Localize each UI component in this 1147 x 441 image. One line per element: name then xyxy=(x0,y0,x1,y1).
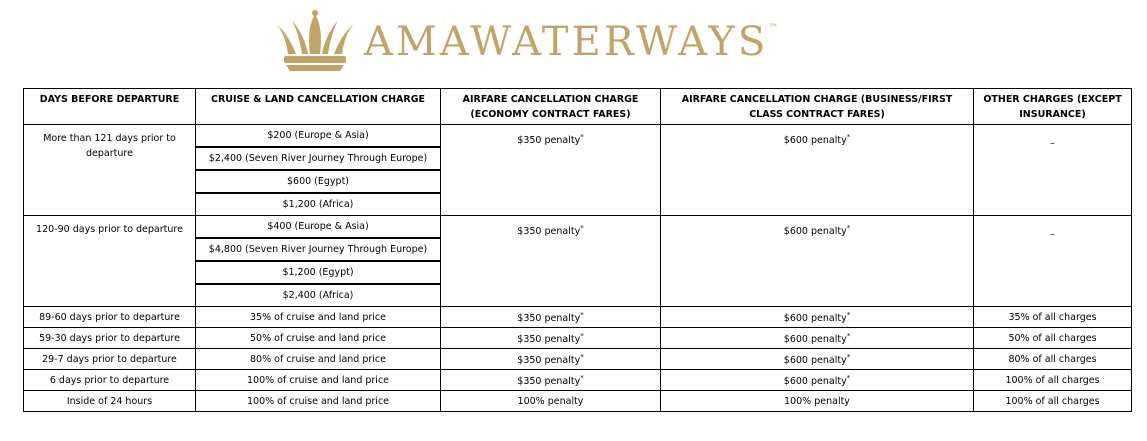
business-charge-cell: 100% penalty xyxy=(661,391,974,412)
days-cell: Inside of 24 hours xyxy=(24,391,196,412)
cruise-charge-cell: $1,200 (Egypt) xyxy=(196,261,441,284)
other-charge-value: – xyxy=(1050,138,1055,149)
table-header-row xyxy=(24,89,1132,125)
footnote-asterisk: * xyxy=(580,311,584,320)
footnote-asterisk: * xyxy=(580,374,584,383)
other-charge-cell xyxy=(974,125,1132,216)
economy-charge-cell: $350 penalty* xyxy=(441,328,661,349)
days-cell: 6 days prior to departure xyxy=(24,370,196,391)
footnote-asterisk: * xyxy=(580,332,584,341)
footnote-asterisk: * xyxy=(846,224,851,232)
business-charge-cell: $600 penalty* xyxy=(661,307,974,328)
footnote-asterisk: * xyxy=(846,133,851,141)
business-charge-cell: $600 penalty* xyxy=(661,216,974,307)
economy-charge-cell: $350 penalty* xyxy=(441,307,661,328)
header-days-before-departure: DAYS BEFORE DEPARTURE xyxy=(24,89,196,125)
table-row xyxy=(24,125,1132,148)
table-row xyxy=(24,328,1132,349)
cruise-charge-cell: 35% of cruise and land price xyxy=(196,307,441,328)
footnote-asterisk: * xyxy=(846,311,851,320)
other-charge-cell: 80% of all charges xyxy=(974,349,1132,370)
business-charge-cell: $600 penalty* xyxy=(661,328,974,349)
logo-wordmark: AMAWATERWAYS™ xyxy=(364,19,779,65)
table-row xyxy=(24,216,1132,239)
days-cell: 120-90 days prior to departure xyxy=(24,216,196,307)
cruise-charge-cell: $2,400 (Africa) xyxy=(196,284,441,307)
other-charge-cell: 100% of all charges xyxy=(974,391,1132,412)
days-cell: 89-60 days prior to departure xyxy=(24,307,196,328)
other-charge-cell xyxy=(974,216,1132,307)
cancellation-charges-table xyxy=(23,88,1132,412)
footnote-asterisk: * xyxy=(846,332,851,341)
table-row xyxy=(24,349,1132,370)
table-row xyxy=(24,307,1132,328)
table-row xyxy=(24,370,1132,391)
business-charge-cell: $600 penalty* xyxy=(661,349,974,370)
cruise-charge-cell: $1,200 (Africa) xyxy=(196,193,441,216)
cruise-charge-cell: 50% of cruise and land price xyxy=(196,328,441,349)
economy-charge-cell: $350 penalty* xyxy=(441,349,661,370)
cruise-charge-cell: 100% of cruise and land price xyxy=(196,370,441,391)
other-charge-cell: 35% of all charges xyxy=(974,307,1132,328)
business-charge-cell: $600 penalty* xyxy=(661,125,974,216)
economy-charge-cell: $350 penalty* xyxy=(441,125,661,216)
business-charge-cell: $600 penalty* xyxy=(661,370,974,391)
footnote-asterisk: * xyxy=(580,224,584,232)
economy-charge-cell: $350 penalty* xyxy=(441,370,661,391)
cruise-charge-cell: $4,800 (Seven River Journey Through Europe) xyxy=(196,238,441,261)
days-cell: 59-30 days prior to departure xyxy=(24,328,196,349)
economy-charge-cell: 100% penalty xyxy=(441,391,661,412)
header-airfare-economy: AIRFARE CANCELLATION CHARGE (ECONOMY CONTRACT FARES) xyxy=(441,89,661,125)
header-cruise-land-charge: CRUISE & LAND CANCELLATION CHARGE xyxy=(196,89,441,125)
crown-icon xyxy=(272,10,358,72)
cruise-charge-cell: 80% of cruise and land price xyxy=(196,349,441,370)
cruise-charge-cell: $200 (Europe & Asia) xyxy=(196,125,441,148)
cruise-charge-cell: $400 (Europe & Asia) xyxy=(196,216,441,239)
table-row xyxy=(24,391,1132,412)
days-cell: 29-7 days prior to departure xyxy=(24,349,196,370)
cruise-charge-cell: $600 (Egypt) xyxy=(196,170,441,193)
days-cell: More than 121 days prior to departure xyxy=(24,125,196,216)
other-charge-cell: 100% of all charges xyxy=(974,370,1132,391)
header-airfare-business: AIRFARE CANCELLATION CHARGE (BUSINESS/FIRST CLASS CONTRACT FARES) xyxy=(661,89,974,125)
other-charge-value: – xyxy=(1050,229,1055,240)
cruise-charge-cell: $2,400 (Seven River Journey Through Europe) xyxy=(196,147,441,170)
footnote-asterisk: * xyxy=(580,353,584,362)
amawaterways-logo xyxy=(272,8,832,74)
header-other-charges: OTHER CHARGES (EXCEPT INSURANCE) xyxy=(974,89,1132,125)
economy-charge-cell: $350 penalty* xyxy=(441,216,661,307)
other-charge-cell: 50% of all charges xyxy=(974,328,1132,349)
footnote-asterisk: * xyxy=(846,374,851,383)
footnote-asterisk: * xyxy=(580,133,584,141)
cruise-charge-cell: 100% of cruise and land price xyxy=(196,391,441,412)
footnote-asterisk: * xyxy=(846,353,851,362)
